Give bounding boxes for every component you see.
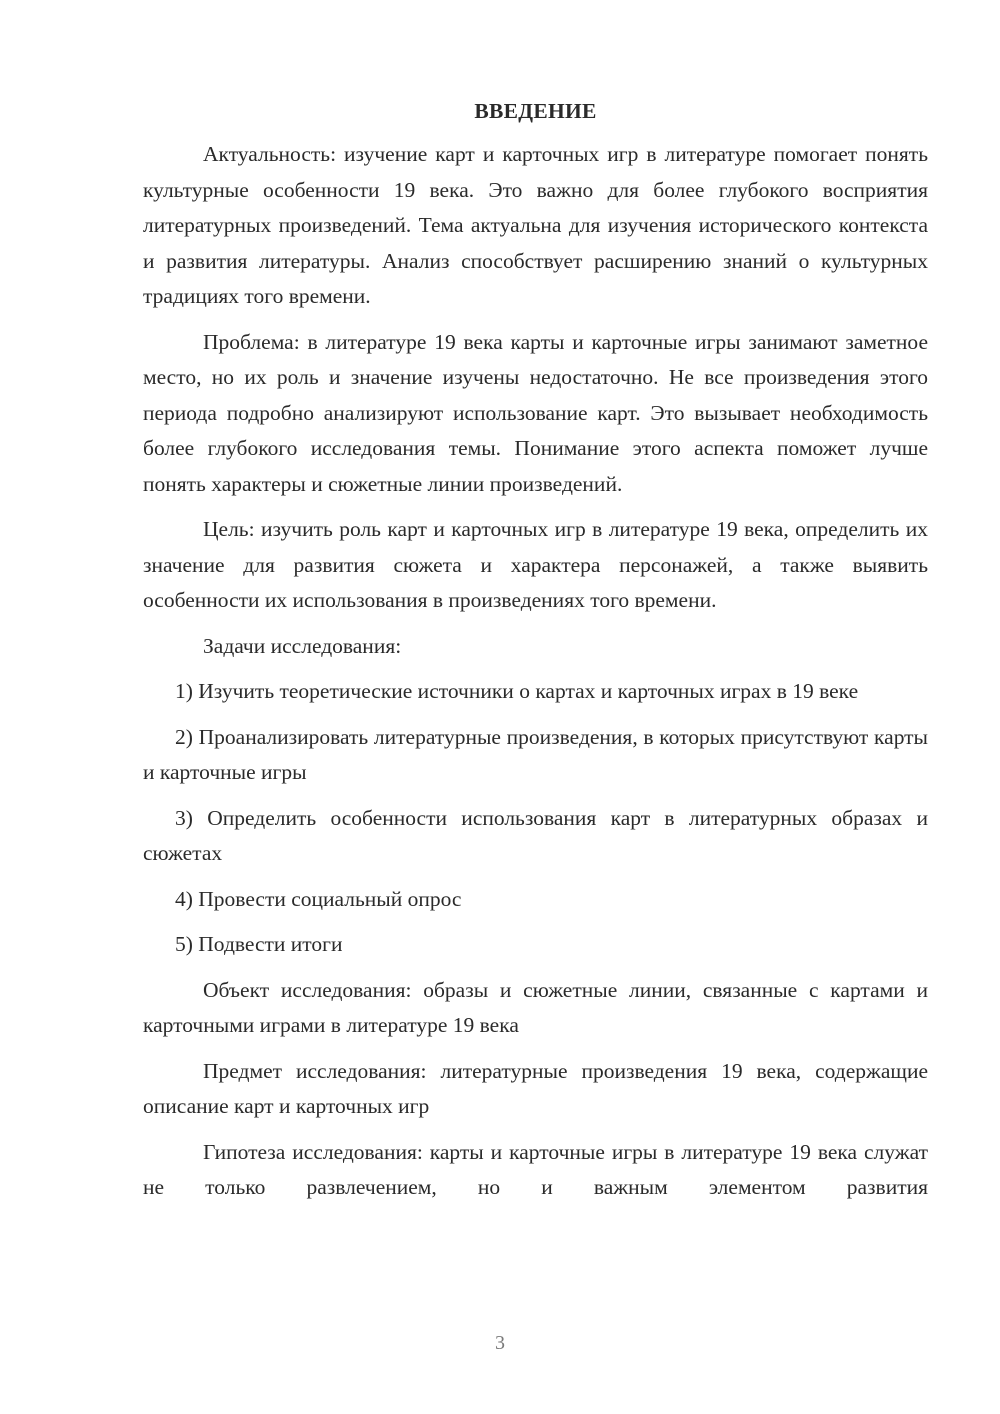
document-body	[143, 95, 928, 1216]
paragraph-problem: Проблема: в литературе 19 века карты и карточные игры занимают заметное место, но их роль и значение изучены недостаточно. Не все произведения этого периода подробно анализируют использование карт. Это вызывает необходимость более глубокого исследования темы. Понимание этого аспекта поможет лучше понять характеры и сюжетные линии произведений.	[143, 329, 928, 496]
paragraph-relevance: Актуальность: изучение карт и карточных игр в литературе помогает понять культурные особенности 19 века. Это важно для более глубокого восприятия литературных произведений. Тема актуальна для изучения исторического контекста и развития литературы. Анализ способствует расширению знаний о культурных традициях того времени.	[143, 142, 928, 308]
task-item: 4) Провести социальный опрос	[175, 886, 462, 911]
page-title: ВВЕДЕНИЕ	[474, 99, 597, 123]
task-item: 5) Подвести итоги	[175, 932, 343, 956]
paragraph-goal: Цель: изучить роль карт и карточных игр в литературе 19 века, определить их значение для развития сюжета и характера персонажей, а также выявить особенности их использования в произведениях того времени.	[143, 517, 928, 612]
paragraph-subject: Предмет исследования: литературные произведения 19 века, содержащие описание карт и карточных игр	[143, 1058, 928, 1118]
paragraph-hypothesis: Гипотеза исследования: карты и карточные игры в литературе 19 века служат не только развлечением, но и важным элементом развития	[143, 1139, 928, 1199]
task-item: 3) Определить особенности использования карт в литературных образах и сюжетах	[143, 805, 928, 865]
paragraph-object: Объект исследования: образы и сюжетные линии, связанные с картами и карточными играми в литературе 19 века	[143, 977, 928, 1037]
task-item: 1) Изучить теоретические источники о картах и карточных играх в 19 веке	[175, 679, 859, 703]
tasks-heading: Задачи исследования:	[203, 633, 402, 658]
page-number: 3	[495, 1332, 505, 1354]
task-item: 2) Проанализировать литературные произведения, в которых присутствуют карты и карточные игры	[143, 724, 928, 784]
